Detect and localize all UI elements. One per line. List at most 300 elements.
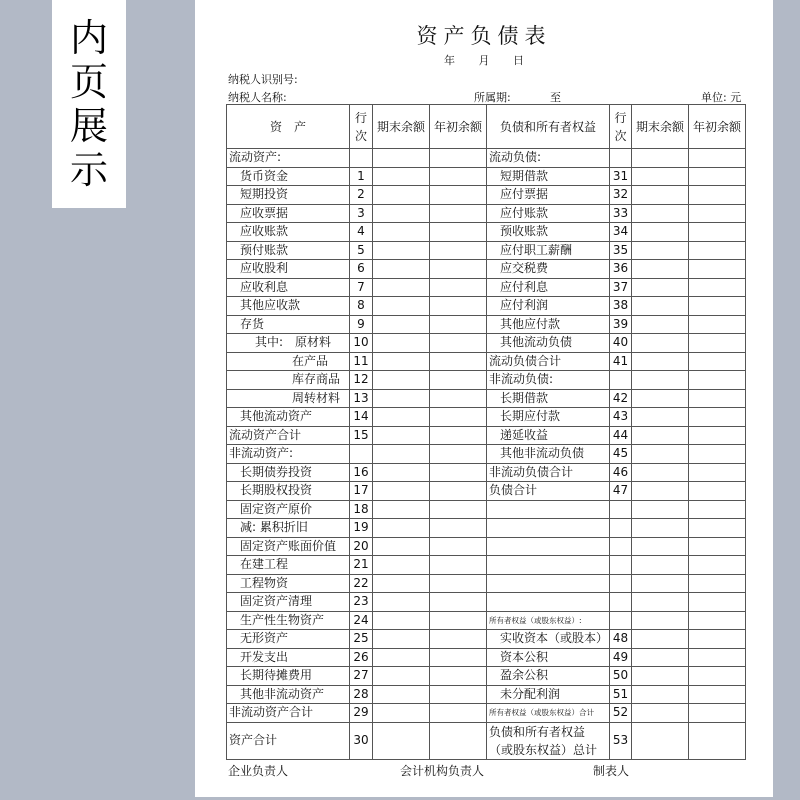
asset-line-no: 14	[350, 408, 373, 427]
liability-item-label: 盈余公积	[487, 667, 610, 686]
asset-item-label: 开发支出	[227, 648, 350, 667]
liability-begin-balance-cell[interactable]	[689, 278, 746, 297]
asset-line-no: 9	[350, 315, 373, 334]
table-row	[227, 278, 746, 297]
asset-item-label: 短期投资	[227, 186, 350, 205]
liability-end-balance-cell[interactable]	[632, 426, 689, 445]
liability-end-balance-cell[interactable]	[632, 278, 689, 297]
asset-line-no: 22	[350, 574, 373, 593]
liability-end-balance-cell[interactable]	[632, 334, 689, 353]
unit-label: 单位: 元	[701, 91, 742, 104]
asset-line-no: 7	[350, 278, 373, 297]
asset-end-balance-cell[interactable]	[373, 500, 430, 519]
asset-item-label: 资产合计	[227, 722, 350, 759]
table-row	[227, 704, 746, 723]
liability-line-no	[610, 574, 632, 593]
liability-end-balance-cell[interactable]	[632, 611, 689, 630]
liability-begin-balance-cell[interactable]	[689, 667, 746, 686]
asset-end-balance-cell[interactable]	[373, 223, 430, 242]
liability-begin-balance-cell[interactable]	[689, 537, 746, 556]
liability-line-no: 45	[610, 445, 632, 464]
table-row	[227, 537, 746, 556]
liability-begin-balance-cell[interactable]	[689, 186, 746, 205]
liability-line-no	[610, 611, 632, 630]
asset-begin-balance-cell[interactable]	[430, 593, 487, 612]
liability-begin-balance-cell[interactable]	[689, 241, 746, 260]
liability-begin-balance-cell[interactable]	[689, 556, 746, 575]
table-row	[227, 611, 746, 630]
asset-line-no	[350, 149, 373, 168]
liability-line-no: 32	[610, 186, 632, 205]
balance-sheet-table	[226, 104, 746, 760]
liability-item-label: 负债合计	[487, 482, 610, 501]
header-end-balance: 期末余额	[373, 105, 430, 149]
liability-item-label	[487, 556, 610, 575]
asset-item-label: 应收账款	[227, 223, 350, 242]
liability-end-balance-cell[interactable]	[632, 352, 689, 371]
asset-end-balance-cell[interactable]	[373, 463, 430, 482]
asset-line-no: 30	[350, 722, 373, 759]
asset-begin-balance-cell[interactable]	[430, 537, 487, 556]
table-row	[227, 722, 746, 759]
liability-begin-balance-cell[interactable]	[689, 167, 746, 186]
asset-end-balance-cell[interactable]	[373, 334, 430, 353]
liability-line-no	[610, 500, 632, 519]
table-row	[227, 630, 746, 649]
date-year-label: 年	[444, 54, 455, 67]
asset-item-label: 固定资产账面价值	[227, 537, 350, 556]
liability-line-no: 51	[610, 685, 632, 704]
liability-end-balance-cell[interactable]	[632, 463, 689, 482]
liability-line-no: 46	[610, 463, 632, 482]
liability-line-no	[610, 537, 632, 556]
asset-end-balance-cell[interactable]	[373, 260, 430, 279]
header-liabilities: 负债和所有者权益	[487, 105, 610, 149]
table-row	[227, 408, 746, 427]
liability-end-balance-cell[interactable]	[632, 704, 689, 723]
liability-item-label: 应交税费	[487, 260, 610, 279]
asset-item-label: 应收票据	[227, 204, 350, 223]
asset-begin-balance-cell[interactable]	[430, 611, 487, 630]
liability-end-balance-cell[interactable]	[632, 500, 689, 519]
liability-item-label: 负债和所有者权益（或股东权益）总计	[487, 722, 610, 759]
liability-end-balance-cell[interactable]	[632, 667, 689, 686]
liability-end-balance-cell[interactable]	[632, 260, 689, 279]
liability-line-no: 38	[610, 297, 632, 316]
asset-begin-balance-cell[interactable]	[430, 574, 487, 593]
table-row	[227, 167, 746, 186]
liability-line-no: 35	[610, 241, 632, 260]
asset-line-no: 26	[350, 648, 373, 667]
liability-end-balance-cell[interactable]	[632, 593, 689, 612]
asset-item-label: 流动资产:	[227, 149, 350, 168]
liability-item-label	[487, 593, 610, 612]
liability-item-label: 应付利息	[487, 278, 610, 297]
table-row	[227, 241, 746, 260]
asset-end-balance-cell[interactable]	[373, 426, 430, 445]
liability-end-balance-cell[interactable]	[632, 482, 689, 501]
liability-end-balance-cell[interactable]	[632, 722, 689, 759]
asset-end-balance-cell[interactable]	[373, 537, 430, 556]
asset-line-no: 6	[350, 260, 373, 279]
asset-end-balance-cell[interactable]	[373, 593, 430, 612]
header-begin-balance-2: 年初余额	[689, 105, 746, 149]
liability-begin-balance-cell[interactable]	[689, 722, 746, 759]
liability-begin-balance-cell[interactable]	[689, 445, 746, 464]
asset-begin-balance-cell[interactable]	[430, 630, 487, 649]
asset-line-no: 29	[350, 704, 373, 723]
asset-line-no: 1	[350, 167, 373, 186]
asset-item-label: 在建工程	[227, 556, 350, 575]
table-row	[227, 593, 746, 612]
liability-line-no: 43	[610, 408, 632, 427]
asset-line-no: 18	[350, 500, 373, 519]
liability-item-label: 应付票据	[487, 186, 610, 205]
liability-begin-balance-cell[interactable]	[689, 482, 746, 501]
asset-begin-balance-cell[interactable]	[430, 167, 487, 186]
liability-item-label: 应付账款	[487, 204, 610, 223]
asset-begin-balance-cell[interactable]	[430, 648, 487, 667]
asset-end-balance-cell[interactable]	[373, 371, 430, 390]
asset-begin-balance-cell[interactable]	[430, 408, 487, 427]
liability-end-balance-cell[interactable]	[632, 519, 689, 538]
asset-line-no: 23	[350, 593, 373, 612]
asset-item-label: 其他非流动资产	[227, 685, 350, 704]
liability-begin-balance-cell[interactable]	[689, 519, 746, 538]
table-row	[227, 574, 746, 593]
liability-line-no: 31	[610, 167, 632, 186]
liability-line-no: 37	[610, 278, 632, 297]
liability-end-balance-cell[interactable]	[632, 685, 689, 704]
asset-begin-balance-cell[interactable]	[430, 667, 487, 686]
liability-item-label: 其他非流动负债	[487, 445, 610, 464]
liability-end-balance-cell[interactable]	[632, 371, 689, 390]
header-assets: 资 产	[227, 105, 350, 149]
liability-begin-balance-cell[interactable]	[689, 685, 746, 704]
date-line	[195, 52, 773, 68]
liability-begin-balance-cell[interactable]	[689, 593, 746, 612]
asset-item-label: 非流动资产:	[227, 445, 350, 464]
liability-item-label: 长期应付款	[487, 408, 610, 427]
liability-end-balance-cell[interactable]	[632, 389, 689, 408]
header-line-no: 行次	[350, 105, 373, 149]
asset-begin-balance-cell[interactable]	[430, 223, 487, 242]
period-to-label: 至	[550, 91, 561, 104]
liability-begin-balance-cell[interactable]	[689, 204, 746, 223]
liability-line-no	[610, 556, 632, 575]
asset-end-balance-cell[interactable]	[373, 315, 430, 334]
liability-line-no: 47	[610, 482, 632, 501]
page-title: 资产负债表	[416, 24, 552, 48]
asset-end-balance-cell[interactable]	[373, 241, 430, 260]
asset-end-balance-cell[interactable]	[373, 648, 430, 667]
liability-end-balance-cell[interactable]	[632, 167, 689, 186]
table-row	[227, 352, 746, 371]
table-row	[227, 426, 746, 445]
asset-item-label: 在产品	[227, 352, 350, 371]
liability-begin-balance-cell[interactable]	[689, 352, 746, 371]
asset-item-label: 预付账款	[227, 241, 350, 260]
table-row	[227, 648, 746, 667]
liability-line-no: 42	[610, 389, 632, 408]
asset-begin-balance-cell[interactable]	[430, 352, 487, 371]
liability-begin-balance-cell[interactable]	[689, 500, 746, 519]
liability-begin-balance-cell[interactable]	[689, 408, 746, 427]
liability-item-label: 流动负债合计	[487, 352, 610, 371]
footer-preparer: 制表人	[593, 764, 630, 778]
table-header-row	[227, 105, 746, 149]
asset-end-balance-cell[interactable]	[373, 574, 430, 593]
liability-item-label: 短期借款	[487, 167, 610, 186]
asset-item-label: 存货	[227, 315, 350, 334]
asset-line-no: 4	[350, 223, 373, 242]
table-row	[227, 334, 746, 353]
asset-begin-balance-cell[interactable]	[430, 334, 487, 353]
asset-end-balance-cell[interactable]	[373, 519, 430, 538]
liability-end-balance-cell[interactable]	[632, 149, 689, 168]
liability-item-label: 实收资本（或股本）	[487, 630, 610, 649]
asset-begin-balance-cell[interactable]	[430, 241, 487, 260]
asset-begin-balance-cell[interactable]	[430, 186, 487, 205]
asset-end-balance-cell[interactable]	[373, 482, 430, 501]
liability-begin-balance-cell[interactable]	[689, 260, 746, 279]
side-label-char: 内	[69, 16, 108, 60]
liability-item-label: 长期借款	[487, 389, 610, 408]
liability-end-balance-cell[interactable]	[632, 537, 689, 556]
asset-item-label: 周转材料	[227, 389, 350, 408]
asset-line-no: 28	[350, 685, 373, 704]
asset-item-label: 货币资金	[227, 167, 350, 186]
asset-end-balance-cell[interactable]	[373, 722, 430, 759]
asset-item-label: 固定资产原价	[227, 500, 350, 519]
asset-line-no	[350, 445, 373, 464]
asset-begin-balance-cell[interactable]	[430, 482, 487, 501]
table-row	[227, 463, 746, 482]
asset-item-label: 无形资产	[227, 630, 350, 649]
asset-begin-balance-cell[interactable]	[430, 389, 487, 408]
liability-line-no: 39	[610, 315, 632, 334]
asset-end-balance-cell[interactable]	[373, 611, 430, 630]
liability-item-label: 流动负债:	[487, 149, 610, 168]
date-month-label: 月	[478, 54, 490, 67]
asset-end-balance-cell[interactable]	[373, 704, 430, 723]
liability-item-label	[487, 574, 610, 593]
liability-line-no: 33	[610, 204, 632, 223]
liability-line-no	[610, 371, 632, 390]
asset-end-balance-cell[interactable]	[373, 278, 430, 297]
liability-begin-balance-cell[interactable]	[689, 297, 746, 316]
liability-end-balance-cell[interactable]	[632, 241, 689, 260]
asset-line-no: 8	[350, 297, 373, 316]
asset-item-label: 应收利息	[227, 278, 350, 297]
asset-item-label: 库存商品	[227, 371, 350, 390]
asset-line-no: 10	[350, 334, 373, 353]
liability-item-label	[487, 537, 610, 556]
liability-begin-balance-cell[interactable]	[689, 315, 746, 334]
asset-item-label: 流动资产合计	[227, 426, 350, 445]
asset-end-balance-cell[interactable]	[373, 630, 430, 649]
table-row	[227, 685, 746, 704]
table-row	[227, 223, 746, 242]
liability-item-label: 所有者权益（或股东权益）:	[487, 611, 610, 630]
liability-item-label: 未分配利润	[487, 685, 610, 704]
asset-begin-balance-cell[interactable]	[430, 278, 487, 297]
liability-begin-balance-cell[interactable]	[689, 648, 746, 667]
liability-end-balance-cell[interactable]	[632, 315, 689, 334]
asset-end-balance-cell[interactable]	[373, 167, 430, 186]
asset-end-balance-cell[interactable]	[373, 204, 430, 223]
liability-item-label: 资本公积	[487, 648, 610, 667]
liability-line-no: 49	[610, 648, 632, 667]
liability-item-label: 其他流动负债	[487, 334, 610, 353]
table-row	[227, 204, 746, 223]
table-row	[227, 667, 746, 686]
asset-line-no: 27	[350, 667, 373, 686]
liability-begin-balance-cell[interactable]	[689, 223, 746, 242]
asset-line-no: 15	[350, 426, 373, 445]
table-row	[227, 500, 746, 519]
asset-begin-balance-cell[interactable]	[430, 722, 487, 759]
side-label-char: 示	[69, 148, 108, 192]
asset-line-no: 12	[350, 371, 373, 390]
asset-line-no: 3	[350, 204, 373, 223]
liability-line-no	[610, 593, 632, 612]
header-end-balance-2: 期末余额	[632, 105, 689, 149]
taxpayer-id-label: 纳税人识别号:	[228, 73, 298, 86]
asset-item-label: 其中: 原材料	[227, 334, 350, 353]
table-row	[227, 186, 746, 205]
liability-item-label: 非流动负债:	[487, 371, 610, 390]
liability-begin-balance-cell[interactable]	[689, 574, 746, 593]
asset-begin-balance-cell[interactable]	[430, 463, 487, 482]
liability-item-label	[487, 519, 610, 538]
liability-begin-balance-cell[interactable]	[689, 463, 746, 482]
asset-end-balance-cell[interactable]	[373, 685, 430, 704]
asset-line-no: 25	[350, 630, 373, 649]
asset-line-no: 5	[350, 241, 373, 260]
liability-begin-balance-cell[interactable]	[689, 630, 746, 649]
asset-begin-balance-cell[interactable]	[430, 297, 487, 316]
asset-begin-balance-cell[interactable]	[430, 260, 487, 279]
asset-item-label: 非流动资产合计	[227, 704, 350, 723]
asset-line-no: 16	[350, 463, 373, 482]
liability-end-balance-cell[interactable]	[632, 186, 689, 205]
liability-end-balance-cell[interactable]	[632, 556, 689, 575]
asset-begin-balance-cell[interactable]	[430, 519, 487, 538]
liability-begin-balance-cell[interactable]	[689, 704, 746, 723]
period-label: 所属期:	[474, 91, 511, 104]
liability-line-no: 48	[610, 630, 632, 649]
asset-begin-balance-cell[interactable]	[430, 149, 487, 168]
asset-item-label: 生产性生物资产	[227, 611, 350, 630]
asset-begin-balance-cell[interactable]	[430, 500, 487, 519]
asset-line-no: 19	[350, 519, 373, 538]
asset-begin-balance-cell[interactable]	[430, 556, 487, 575]
liability-item-label: 应付职工薪酬	[487, 241, 610, 260]
header-begin-balance: 年初余额	[430, 105, 487, 149]
side-label-char: 页	[69, 60, 108, 104]
asset-item-label: 其他流动资产	[227, 408, 350, 427]
liability-begin-balance-cell[interactable]	[689, 371, 746, 390]
liability-begin-balance-cell[interactable]	[689, 426, 746, 445]
footer-accounting-head: 会计机构负责人	[400, 764, 485, 778]
table-row	[227, 260, 746, 279]
asset-begin-balance-cell[interactable]	[430, 204, 487, 223]
table-row	[227, 389, 746, 408]
liability-line-no: 53	[610, 722, 632, 759]
liability-begin-balance-cell[interactable]	[689, 334, 746, 353]
asset-begin-balance-cell[interactable]	[430, 704, 487, 723]
liability-line-no: 40	[610, 334, 632, 353]
liability-line-no	[610, 519, 632, 538]
liability-end-balance-cell[interactable]	[632, 408, 689, 427]
liability-end-balance-cell[interactable]	[632, 648, 689, 667]
side-label-char: 展	[69, 104, 108, 148]
liability-end-balance-cell[interactable]	[632, 630, 689, 649]
liability-end-balance-cell[interactable]	[632, 574, 689, 593]
liability-end-balance-cell[interactable]	[632, 297, 689, 316]
asset-end-balance-cell[interactable]	[373, 445, 430, 464]
footer-company-head: 企业负责人	[228, 764, 289, 778]
asset-begin-balance-cell[interactable]	[430, 685, 487, 704]
asset-item-label: 固定资产清理	[227, 593, 350, 612]
asset-end-balance-cell[interactable]	[373, 556, 430, 575]
table-row	[227, 371, 746, 390]
asset-item-label: 其他应收款	[227, 297, 350, 316]
asset-end-balance-cell[interactable]	[373, 352, 430, 371]
liability-item-label: 应付利润	[487, 297, 610, 316]
table-row	[227, 297, 746, 316]
liability-begin-balance-cell[interactable]	[689, 611, 746, 630]
header-line-no-2: 行次	[610, 105, 632, 149]
asset-line-no: 21	[350, 556, 373, 575]
asset-line-no: 2	[350, 186, 373, 205]
balance-sheet-page	[195, 0, 773, 797]
liability-end-balance-cell[interactable]	[632, 223, 689, 242]
asset-begin-balance-cell[interactable]	[430, 371, 487, 390]
asset-end-balance-cell[interactable]	[373, 408, 430, 427]
asset-line-no: 17	[350, 482, 373, 501]
table-row	[227, 556, 746, 575]
asset-end-balance-cell[interactable]	[373, 667, 430, 686]
liability-begin-balance-cell[interactable]	[689, 389, 746, 408]
liability-end-balance-cell[interactable]	[632, 204, 689, 223]
asset-item-label: 减: 累积折旧	[227, 519, 350, 538]
asset-end-balance-cell[interactable]	[373, 149, 430, 168]
liability-line-no: 41	[610, 352, 632, 371]
asset-item-label: 长期股权投资	[227, 482, 350, 501]
asset-line-no: 11	[350, 352, 373, 371]
liability-line-no	[610, 149, 632, 168]
asset-end-balance-cell[interactable]	[373, 186, 430, 205]
asset-line-no: 24	[350, 611, 373, 630]
table-row	[227, 519, 746, 538]
asset-begin-balance-cell[interactable]	[430, 445, 487, 464]
asset-item-label: 工程物资	[227, 574, 350, 593]
side-label-panel	[52, 0, 126, 208]
asset-end-balance-cell[interactable]	[373, 297, 430, 316]
liability-line-no: 50	[610, 667, 632, 686]
table-row	[227, 445, 746, 464]
liability-end-balance-cell[interactable]	[632, 445, 689, 464]
asset-begin-balance-cell[interactable]	[430, 315, 487, 334]
liability-begin-balance-cell[interactable]	[689, 149, 746, 168]
asset-line-no: 20	[350, 537, 373, 556]
liability-item-label: 所有者权益（或股东权益）合计	[487, 704, 610, 723]
table-row	[227, 482, 746, 501]
asset-end-balance-cell[interactable]	[373, 389, 430, 408]
asset-begin-balance-cell[interactable]	[430, 426, 487, 445]
